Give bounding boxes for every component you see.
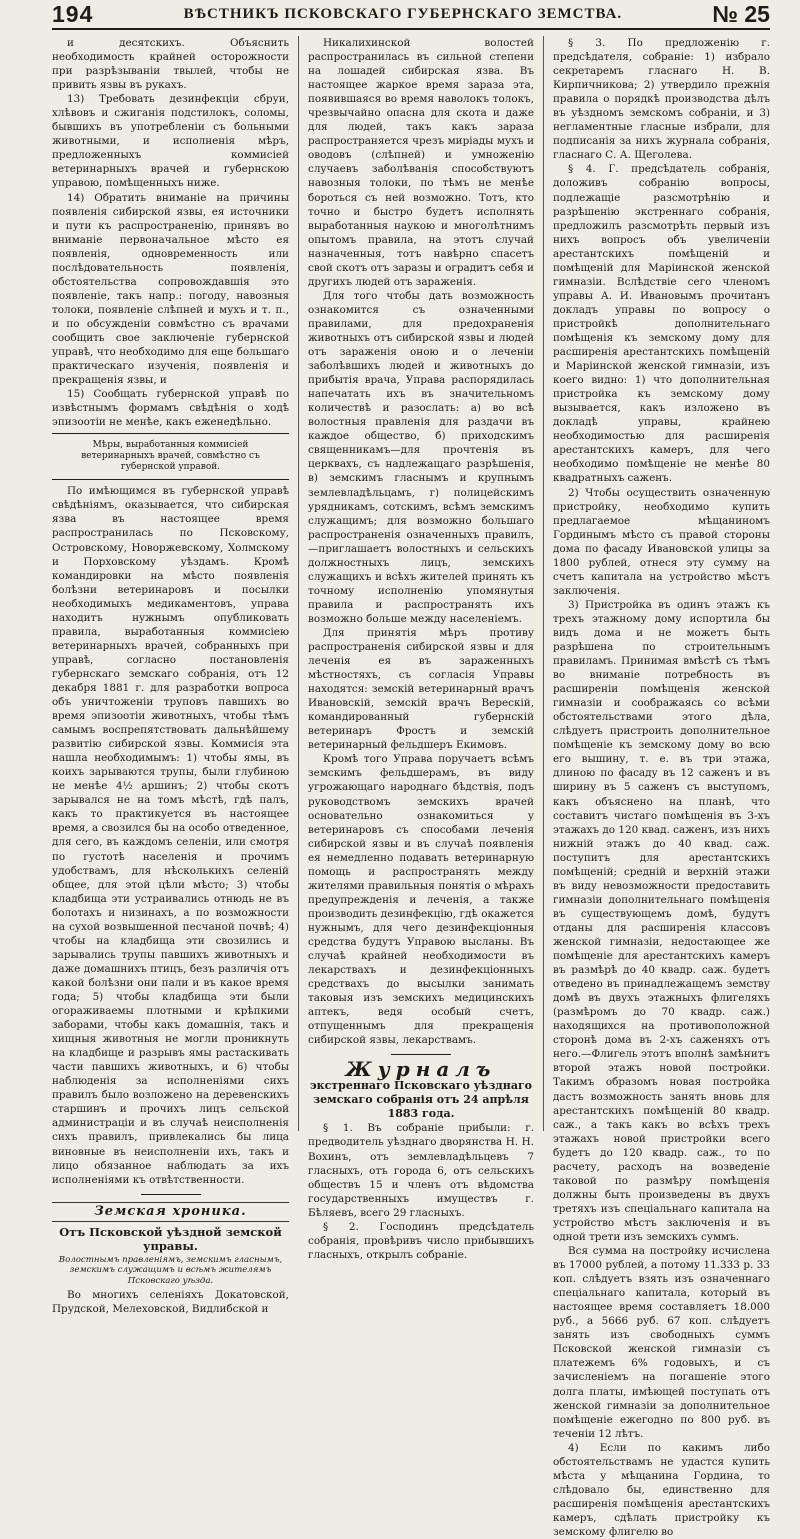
paragraph: Во многихъ селеніяхъ Докатовской, Прудской, Мелеховской, Видлибской и xyxy=(52,1289,289,1316)
paragraph: По имѣющимся въ губернской управѣ свѣдѣніямъ, оказывается, что сибирская язва въ настоящее время распространилась по Псковскому, Островскому, Новоржевскому, Холмскому и Порховскому уѣздамъ. Кромѣ командировки на мѣсто появленія болѣзни ветеринаровъ и посылки необходимыхъ медикаментовъ, управа находитъ нужнымъ опубликовать правила, выработанныя коммисіею ветеринарныхъ врачей, собранныхъ при управѣ, согласно постановленія губернскаго земскаго собранія, отъ 12 декабря 1881 г. для разработки вопроса объ уничтоженіи труповъ павшихъ во время эпизоотіи животныхъ, чтобы тѣмъ самымъ воспрепятствовать дальнѣйшему развитію сибирской язвы. Коммисія эта нашла необходимымъ: 1) чтобы ямы, въ коихъ зарываются трупы, были глубиною не менѣе 4½ аршинъ; 2) чтобы скотъ зарывался не на томъ мѣстѣ, гдѣ палъ, какъ то практикуется въ настоящее время, а свозился бы на особо отведенное, для сего, въ каждомъ селеніи, или смотря по густотѣ населенія и прочимъ удобствамъ, для нѣсколькихъ селеній общее, для этой цѣли мѣсто; 3) чтобы кладбища эти устраивались отнюдь не въ болотахъ и низинахъ, а по возможности на сухой возвышенной песчаной почвѣ; 4) чтобы на кладбища эти свозились и зарывались трупы павшихъ животныхъ и даже домашнихъ птицъ, безъ различія отъ какой болѣзни они пали и въ какое время года; 5) чтобы кладбища эти были огораживаемы плотными и крѣпкими заборами, чтобы какъ домашнія, такъ и хищныя животныя не могли проникнуть на кладбище и разрывъ ямы растаскивать части павшихъ животныхъ, и 6) чтобы наблюденія за исполненіями сихъ правилъ было возложено на деревенскихъ старшинъ и прочихъ лицъ сельской администраціи и въ случаѣ неисполненія сихъ правилъ, привлекались бы лица виновные въ неисполненіи ихъ, такъ и лицо обязанное наблюдать за ихъ исполненіями къ отвѣтственности. xyxy=(52,485,289,1186)
issue-number: № 25 xyxy=(712,0,770,27)
paragraph: 14) Обратить вниманіе на причины появленія сибирской язвы, ея источники и пути къ распространенію, принявъ во вниманіе первоначальное мѣсто ея появленія, одновременность или послѣдовательность появленія, обстоятельства сопровождавшія это появленіе, такъ напр.: погоду, навозныя толоки, появленіе слѣпней и мухъ и т. п., и по обсужденіи совмѣстно съ врачами сообщить свое заключеніе губернской управѣ, что необходимо для еще большаго практическаго изученія, появленія и прекращенія язвы, и xyxy=(52,191,289,387)
column-2 xyxy=(298,36,544,1261)
publication-title: ВѢСТНИКЪ ПСКОВСКАГО ГУБЕРНСКАГО ЗЕМСТВА. xyxy=(183,5,623,22)
paragraph: Для принятія мѣръ противу распространенія сибирской язвы и для леченія ея въ зараженныхъ мѣстностяхъ, съ согласія Управы находятся: земскій ветеринарный врачъ Ивановскій, земскій врачъ Верескій, командированный губернскій ветеринаръ Фростъ и земскій ветеринарный фельдшеръ Екимовъ. xyxy=(308,626,534,752)
paragraph: 3) Пристройка въ одинъ этажъ къ трехъ этажному дому испортила бы видъ дома и не можетъ быть разрѣшена по строительнымъ правиламъ. Принимая вмѣстѣ съ тѣмъ во вниманіе потребность въ расширеніи помѣщенія женской гимназіи и соображаясь со всѣми обстоятельствами этого дѣла, слѣдуетъ пристроить дополнительное помѣщеніе къ земскому дому во всю его вышину, т. е. въ три этажа, длиною по фасаду въ 12 саженъ и въ ширину въ 5 саженъ съ выступомъ, какъ объяснено на планѣ, что составитъ чистаго помѣщенія въ 3-хъ этажахъ до 120 квад. саженъ, изъ нихъ нижній этажъ до 40 квад. саж. поступитъ для арестантскихъ помѣщеній; средній и верхній этажи въ виду невозможности предоставить гимназіи дополнительнаго помѣщенія въ существующемъ домѣ, будутъ отданы для расширенія классовъ женской гимназіи, недостающее же помѣщеніе для арестантскихъ камеръ въ размѣрѣ до 40 квадр. саж. будетъ отведено въ принадлежащемъ земству домѣ въ двухъ этажныхъ флигеляхъ (размѣромъ до 70 квадр. саж.) находящихся на противоположной сторонѣ дома въ 2-хъ саженяхъ отъ него.—Флигель этотъ вполнѣ замѣнитъ второй этажъ новой постройки. Такимъ образомъ новая постройка дастъ возможность занять вновь для арестантскихъ помѣщеній 80 квадр. саж., а такъ какъ во всѣхъ трехъ этажахъ новой пристройки всего будетъ до 120 квадр. саж., то по расчету, расходъ на возведеніе таковой по размѣру помѣщенія должны быть произведены въ двухъ третяхъ изъ спеціальнаго капитала на устройство мѣстъ заключенія и въ одной трети изъ земскихъ суммъ. xyxy=(553,598,770,1243)
page-header xyxy=(52,0,770,30)
paragraph: Кромѣ того Управа поручаетъ всѣмъ земскимъ фельдшерамъ, въ виду угрожающаго народнаго бѣдствія, подъ руководствомъ земскихъ врачей основательно ознакомиться у ветеринаровъ съ способами леченія сибирской язвы и въ случаѣ появленія ея немедленно подавать ветеринарную помощь и распространять между жителями правильныя понятія о мѣрахъ предупрежденія и леченія, а также производить дезинфекцію, гдѣ окажется нужнымъ, для чего дезинфекціонныя средства будутъ Управою высланы. Въ случаѣ крайней необходимости въ лекарствахъ и дезинфекціонныхъ средствахъ до высылки занимать таковыя изъ земскихъ медицинскихъ аптекъ, ведя особый счетъ, отпущеннымъ для прекращенія сибирской язвы, лекарствамъ. xyxy=(308,753,534,1047)
paragraph: § 4. Г. предсѣдатель собранія, доложивъ собранію вопросы, подлежащіе разсмотрѣнію и разрѣшенію экстреннаго собранія, предложилъ разсмотрѣть первый изъ нихъ вопросъ объ увеличеніи арестантскихъ помѣщеній и помѣщеній для Маріинской женской гимназіи. Вслѣдствіе сего членомъ управы А. И. Ивановымъ прочитанъ докладъ управы по вопросу о пристройкѣ дополнительнаго помѣщенія къ земскому дому для расширенія арестантскихъ помѣщеній и Маріинской женской гимназіи, изъ коего видно: 1) что дополнительная пристройка къ земскому дому вызывается, какъ изложено въ докладѣ управы, крайнею необходимостью для расширенія арестантскихъ камеръ, для чего необходимо помѣщеніе не менѣе 80 квадратныхъ саженъ. xyxy=(553,163,770,485)
section-note: Мѣры, выработанныя коммисіей ветеринарныхъ врачей, совмѣстно съ губернской управой. xyxy=(81,440,260,473)
paragraph: § 3. По предложенію г. предсѣдателя, собраніе: 1) избрало секретаремъ гласнаго Н. В. Кирпичникова; 2) утвердило прежнія правила о порядкѣ производства дѣлъ въ уѣздномъ земскомъ собраніи, и 3) негламентные гласные избрали, для подписанія за нихъ журнала собранія, гласнаго С. А. Щеголева. xyxy=(553,37,770,162)
divider xyxy=(52,479,289,480)
chronicle-heading: Земская хроника. xyxy=(52,1202,289,1222)
divider xyxy=(52,433,289,434)
column-3 xyxy=(544,36,770,1538)
paragraph: Вся сумма на постройку исчислена въ 17000 рублей, а потому 11.333 р. 33 коп. слѣдуетъ взять изъ означеннаго спеціальнаго капитала, который въ настоящее время составляетъ 18.000 руб., а 5666 руб. 67 коп. слѣдуетъ занять изъ свободныхъ суммъ Псковской женской гимназіи съ платежемъ 6% годовыхъ, и съ зачисленіемъ на погашеніе этого долга платы, имѣющей поступать отъ женской гимназіи за дополнительное помѣщеніе ежегодно по 800 руб. въ теченіи 12 лѣтъ. xyxy=(553,1245,770,1440)
paragraph: Никалихинской волостей распространилась въ сильной степени на лошадей сибирская язва. Въ настоящее жаркое время зараза эта, появившаяся во время наволокъ толокъ, чрезвычайно опасна для скота и даже для людей, такъ какъ зараза распространяется чрезъ миріады мухъ и оводовъ (слѣпней) и умноженію случаевъ заболѣванія способствуютъ навозныя толоки, по тѣмъ не менѣе бороться съ ней возможно. Тотъ, кто точно и быстро будетъ исполнять выработанныя наукою и многолѣтнимъ опытомъ правила, на этотъ случай назначенныя, тотъ навѣрно спасетъ свой скотъ отъ заразы и оградитъ себя и другихъ людей отъ зараженія. xyxy=(308,37,534,288)
page-number: 194 xyxy=(52,0,94,27)
paragraph: § 1. Въ собраніе прибыли: г. предводитель уѣзднаго дворянства Н. Н. Вохинъ, отъ землевладѣльцевъ 7 гласныхъ, отъ города 6, отъ сельскихъ обществъ 15 и членъ отъ вѣдомства государственныхъ имуществъ г. Бѣляевъ, всего 29 гласныхъ. xyxy=(308,1122,534,1219)
salutation: Волостнымъ правленіямъ, земскимъ гласнымъ, земскимъ служащимъ и всѣмъ жителямъ Псковскаго уѣзда. xyxy=(58,1254,283,1286)
section-title: Отъ Псковской уѣздной земской управы. xyxy=(59,1224,282,1253)
paragraph: Для того чтобы дать возможность ознакомится съ означенными правилами, для предохраненія животныхъ отъ сибирской язвы и людей отъ зараженія оною и о леченіи заболѣвшихъ людей и животныхъ до прибытія врача, Управа распорядилась напечатать ихъ въ значительномъ количествѣ и разослать: а) во всѣ волостныя правленія для раздачи въ каждое общество, б) приходскимъ священникамъ—для прочтенія въ церквахъ, съ надлежащаго разрѣшенія, в) земскимъ гласнымъ и крупнымъ землевладѣльцамъ, г) полицейскимъ урядникамъ, сотскимъ, всѣмъ земскимъ служащимъ; для возможно большаго распространенія означенныхъ правилъ,—приглашаетъ волостныхъ и сельскихъ должностныхъ лицъ, земскихъ служащихъ и всѣхъ жителей принять къ точному исполненію упомянутыя правила и распространять ихъ возможно больше между населеніемъ. xyxy=(308,289,534,625)
paragraph: § 2. Господинъ предсѣдатель собранія, провѣривъ число прибывшихъ гласныхъ, открылъ собраніе. xyxy=(308,1220,534,1261)
columns xyxy=(52,36,770,1538)
paragraph: 2) Чтобы осуществить означенную пристройку, необходимо купить предлагаемое мѣщаниномъ Гординымъ мѣсто съ правой стороны дома по фасаду Ивановской улицы за 1800 рублей, отнеся эту сумму на счетъ капитала на устройство мѣстъ заключенія. xyxy=(553,486,770,597)
column-1 xyxy=(52,36,298,1316)
journal-title: Журналъ xyxy=(345,1057,497,1082)
paragraph: 15) Сообщать губернской управѣ по извѣстнымъ формамъ свѣдѣнія о ходѣ эпизоотіи не менѣе, какъ еженедѣльно. xyxy=(52,388,289,429)
paragraph: 13) Требовать дезинфекціи сбруи, хлѣвовъ и сжиганія подстилокъ, соломы, бывшихъ въ употребленіи съ больными животными, и исполненія мѣръ, предложенныхъ коммисіей ветеринарныхъ врачей и губернскою управою, помѣщенныхъ ниже. xyxy=(52,93,289,190)
paragraph: 4) Если по какимъ либо обстоятельствамъ не удастся купить мѣста у мѣщанина Гордина, то слѣдовало бы, единственно для расширенія помѣщенія арестантскихъ камеръ, сдѣлать пристройку къ земскому флигелю во xyxy=(553,1441,770,1538)
divider xyxy=(391,1054,451,1055)
journal-subtitle: экстреннаго Псковскаго уѣзднаго земскаго собранія отъ 24 апрѣля 1883 года. xyxy=(309,1079,533,1121)
divider xyxy=(141,1194,201,1195)
paragraph: и десятскихъ. Объяснить необходимость крайней осторожности при разрѣзываніи твылей, чтобы не привить язвы въ рукахъ. xyxy=(52,37,289,92)
